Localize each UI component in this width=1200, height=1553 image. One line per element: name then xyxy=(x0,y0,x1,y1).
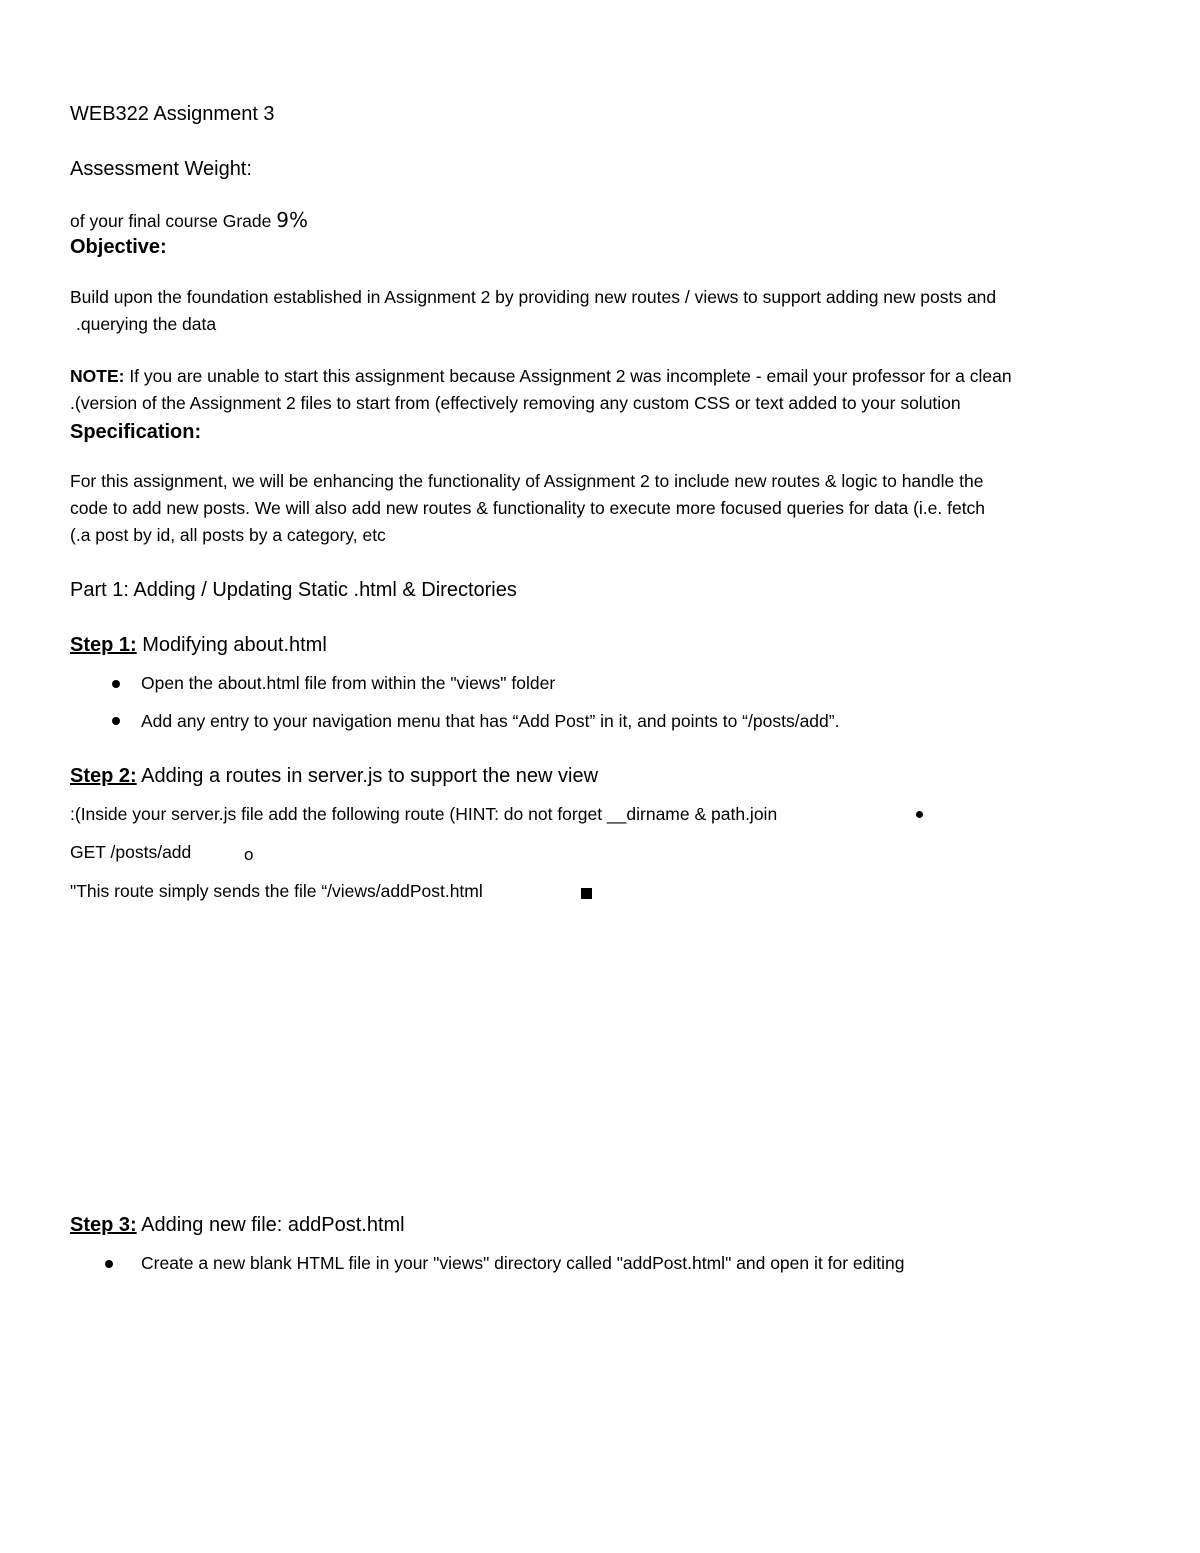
bullet-icon xyxy=(105,1260,113,1268)
step1-title: Modifying about.html xyxy=(136,634,327,656)
step2-heading xyxy=(70,766,598,786)
bullet-icon xyxy=(916,811,923,818)
spec-line-2: code to add new posts. We will also add new routes & functionality to execute more focused queries for data (i.e. fetch xyxy=(70,498,986,518)
objective-line-2: .querying the data xyxy=(76,314,217,334)
square-bullet-icon xyxy=(581,888,592,899)
weight-text: of your final course Grade xyxy=(70,211,272,231)
weight-heading: Assessment Weight: xyxy=(70,158,252,180)
step1-heading xyxy=(70,635,327,655)
step2-label: Step 2: xyxy=(70,765,137,787)
weight-value: 9% xyxy=(276,208,308,232)
step2-title: Adding a routes in server.js to support the new view xyxy=(136,765,599,787)
step2-line-1: :(Inside your server.js file add the following route (HINT: do not forget __dirname & path.join xyxy=(70,804,778,824)
note-label: NOTE: xyxy=(70,366,125,386)
step1-bullet-1: Open the about.html file from within the "views" folder xyxy=(141,673,556,693)
objective-line-1: Build upon the foundation established in Assignment 2 by providing new routes / views to support adding new posts and xyxy=(70,287,997,307)
step2-line-2: GET /posts/add xyxy=(70,842,192,862)
bullet-icon xyxy=(112,717,120,725)
step3-heading xyxy=(70,1215,405,1235)
spec-line-3: (.a post by id, all posts by a category, etc xyxy=(70,525,386,545)
note-line-1 xyxy=(70,368,1012,386)
step2-line-3: "This route simply sends the file “/views/addPost.html xyxy=(70,881,483,901)
objective-heading: Objective: xyxy=(70,236,167,258)
specification-heading: Specification: xyxy=(70,421,202,443)
circle-bullet-icon: o xyxy=(244,845,254,864)
step3-title: Adding new file: addPost.html xyxy=(136,1214,405,1236)
note-line-2: .(version of the Assignment 2 files to start from (effectively removing any custom CSS or text added to your solution xyxy=(70,393,961,413)
note-text: If you are unable to start this assignment because Assignment 2 was incomplete - email your professor for a clean xyxy=(124,366,1012,386)
step3-bullet-1: Create a new blank HTML file in your "views" directory called "addPost.html" and open it for editing xyxy=(141,1253,905,1273)
step1-label: Step 1: xyxy=(70,634,137,656)
doc-title: WEB322 Assignment 3 xyxy=(70,103,275,125)
step3-label: Step 3: xyxy=(70,1214,137,1236)
step1-bullet-2: Add any entry to your navigation menu that has “Add Post” in it, and points to “/posts/add”. xyxy=(141,711,840,731)
part1-heading: Part 1: Adding / Updating Static .html & Directories xyxy=(70,579,517,601)
spec-line-1: For this assignment, we will be enhancing the functionality of Assignment 2 to include new routes & logic to handle the xyxy=(70,471,984,491)
bullet-icon xyxy=(112,680,120,688)
weight-text-line xyxy=(70,210,308,231)
